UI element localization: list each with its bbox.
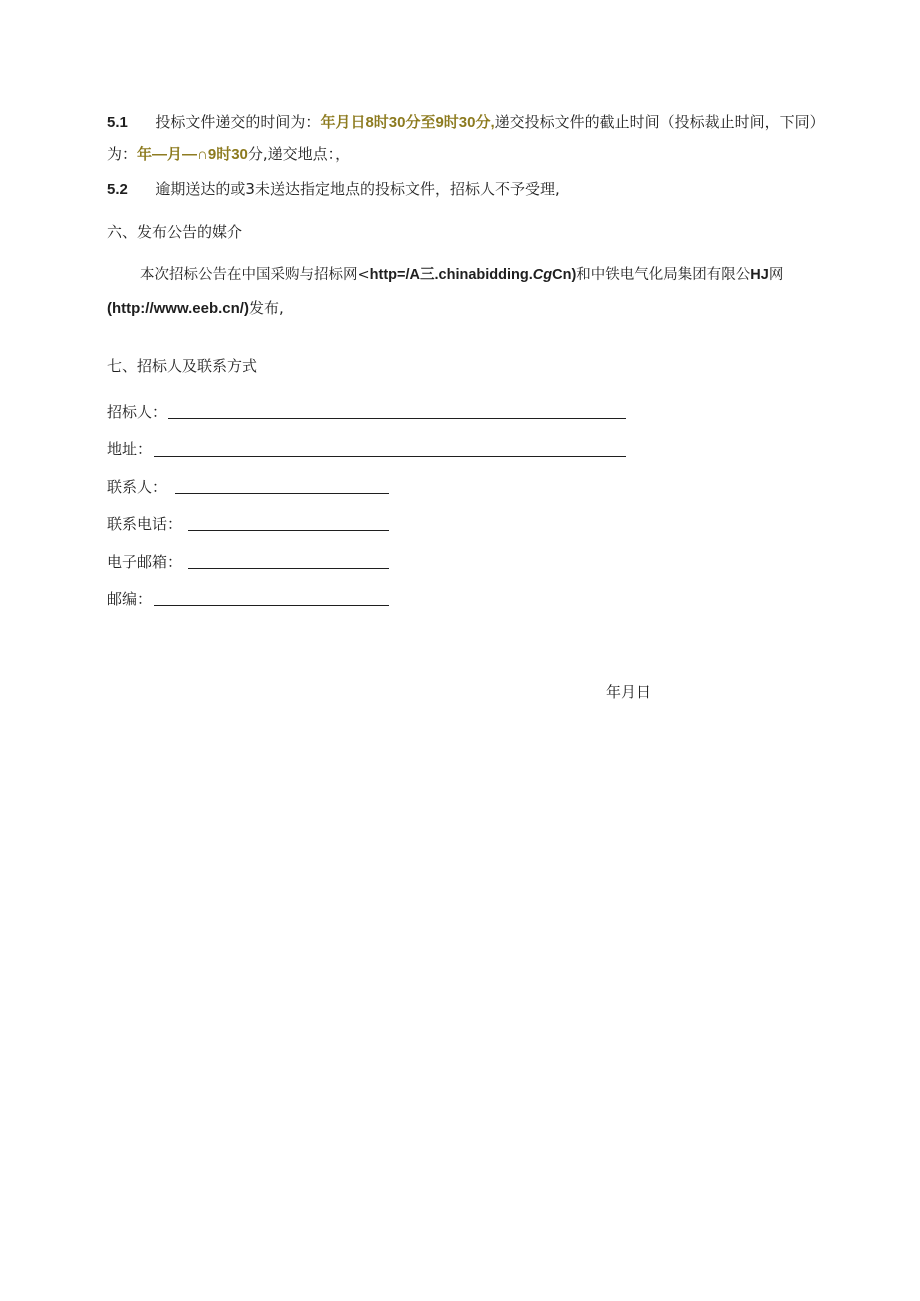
media-url-2: (http://www.eeb.cn/) bbox=[107, 300, 249, 317]
section-6-paragraph-line1 bbox=[140, 263, 783, 284]
media-text-3: HJ bbox=[750, 267, 769, 283]
item-5-1-deadline: 年—月—∩9时30 bbox=[137, 146, 248, 163]
postcode-blank[interactable] bbox=[154, 605, 389, 606]
tenderer-blank[interactable] bbox=[168, 418, 626, 419]
contact-person-blank[interactable] bbox=[175, 493, 389, 494]
address-label: 地址： bbox=[107, 440, 153, 458]
item-5-1-line1 bbox=[107, 111, 825, 132]
media-url-1-end: Cn) bbox=[552, 267, 577, 283]
item-5-1-prefix: 投标文件递交的时间为： bbox=[155, 113, 321, 131]
email-label: 电子邮箱： bbox=[107, 553, 183, 571]
email-blank[interactable] bbox=[188, 568, 389, 569]
media-url-1-italic: Cg bbox=[532, 267, 553, 283]
section-7-heading: 七、招标人及联系方式 bbox=[107, 357, 258, 375]
item-5-2-number: 5.2 bbox=[107, 181, 128, 198]
item-5-1-time-range: 年月日8时30分至9时30分, bbox=[320, 114, 495, 131]
item-5-1-line2 bbox=[107, 143, 350, 164]
item-5-1-number: 5.1 bbox=[107, 114, 128, 131]
tenderer-label: 招标人： bbox=[107, 403, 168, 421]
item-5-2-text: 逾期送达的或3未送达指定地点的投标文件，招标人不予受理, bbox=[155, 180, 560, 198]
phone-label: 联系电话： bbox=[107, 515, 183, 533]
postcode-label: 邮编： bbox=[107, 590, 153, 608]
item-5-1-line2-prefix: 为： bbox=[107, 145, 138, 163]
media-text-1: 本次招标公告在中国采购与招标网< bbox=[140, 267, 370, 283]
item-5-2 bbox=[107, 178, 560, 199]
media-url-1: http=/A三.chinabidding. bbox=[369, 267, 533, 283]
section-6-heading: 六、发布公告的媒介 bbox=[107, 223, 243, 241]
item-5-1-suffix: 递交投标文件的截止时间（投标裁止时间，下同） bbox=[494, 113, 825, 131]
media-text-5: 发布, bbox=[248, 299, 284, 317]
contact-person-label: 联系人： bbox=[107, 478, 168, 496]
phone-blank[interactable] bbox=[188, 530, 389, 531]
media-text-2: 和中铁电气化局集团有限公 bbox=[576, 267, 751, 283]
date-line: 年月日 bbox=[606, 683, 652, 701]
section-6-paragraph-line2 bbox=[107, 297, 284, 318]
item-5-1-line2-suffix: 分,递交地点：， bbox=[247, 145, 351, 163]
address-blank[interactable] bbox=[154, 456, 626, 457]
media-text-4: 网 bbox=[768, 267, 784, 283]
